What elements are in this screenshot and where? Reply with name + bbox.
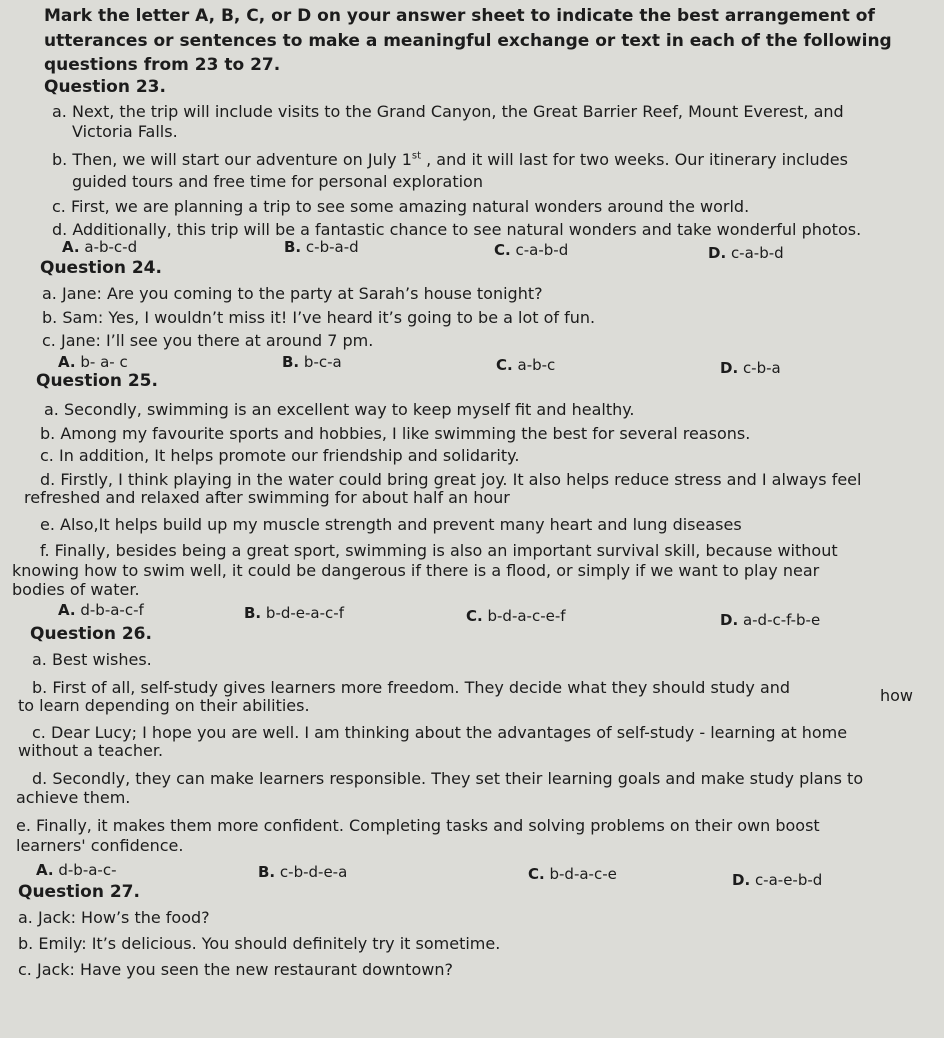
option-label: A.	[62, 238, 80, 256]
q24-option-a[interactable]	[58, 352, 128, 372]
option-value: c-b-a	[742, 359, 781, 377]
option-value: d-b-a-c-f	[80, 601, 144, 619]
q23-item-a: a. Next, the trip will include visits to the Grand Canyon, the Great Barrier Reef, Mount Everest, and	[52, 102, 844, 121]
option-value: a-b-c-d	[84, 238, 138, 256]
option-value: c-b-d-e-a	[279, 863, 348, 881]
q26-option-b[interactable]	[258, 862, 347, 882]
option-label: A.	[58, 353, 76, 371]
q24-item-c: c. Jane: I’ll see you there at around 7 pm.	[42, 331, 374, 350]
q27-item-b: b. Emily: It’s delicious. You should definitely try it sometime.	[18, 934, 501, 953]
option-value: b-d-a-c-e	[549, 865, 617, 883]
question-26-title: Question 26.	[30, 624, 152, 644]
option-value: b- a- c	[80, 353, 128, 371]
q23-item-d: d. Additionally, this trip will be a fantastic chance to see natural wonders and take wonderful photos.	[52, 220, 862, 239]
option-label: B.	[244, 604, 262, 622]
q27-item-a: a. Jack: How’s the food?	[18, 908, 210, 927]
option-label: A.	[58, 601, 76, 619]
q24-item-b: b. Sam: Yes, I wouldn’t miss it! I’ve heard it’s going to be a lot of fun.	[42, 308, 596, 327]
q26-item-e-cont: learners' confidence.	[16, 836, 184, 855]
q23-item-b	[52, 150, 848, 170]
option-label: B.	[258, 863, 276, 881]
q25-option-d[interactable]	[720, 610, 820, 630]
option-value: d-b-a-c-	[58, 861, 117, 879]
q23-item-b-text: b. Then, we will start our adventure on July 1	[52, 150, 412, 169]
q23-item-a-cont: Victoria Falls.	[72, 122, 178, 141]
question-24-title: Question 24.	[40, 258, 162, 278]
q26-item-a: a. Best wishes.	[32, 650, 152, 669]
q23-option-a[interactable]	[62, 237, 137, 257]
instructions-line-1: Mark the letter A, B, C, or D on your answer sheet to indicate the best arrangement of	[44, 6, 875, 26]
q26-item-e: e. Finally, it makes them more confident. Completing tasks and solving problems on their own boost	[16, 816, 820, 835]
q26-item-b-how: how	[880, 686, 914, 705]
option-label: D.	[720, 359, 739, 377]
q24-item-a: a. Jane: Are you coming to the party at Sarah’s house tonight?	[42, 284, 543, 303]
option-value: b-d-a-c-e-f	[487, 607, 566, 625]
q23-option-b[interactable]	[284, 237, 359, 257]
q23-option-c[interactable]	[494, 240, 568, 260]
q26-item-b: b. First of all, self-study gives learners more freedom. They decide what they should study and	[32, 678, 791, 697]
instructions-line-3: questions from 23 to 27.	[44, 55, 281, 75]
q25-option-b[interactable]	[244, 603, 344, 623]
q25-option-a[interactable]	[58, 600, 144, 620]
q24-option-b[interactable]	[282, 352, 342, 372]
option-value: b-d-e-a-c-f	[265, 604, 344, 622]
q23-item-c: c. First, we are planning a trip to see some amazing natural wonders around the world.	[52, 197, 750, 216]
option-value: a-d-c-f-b-e	[742, 611, 821, 629]
q23-item-b-cont: guided tours and free time for personal exploration	[72, 172, 483, 191]
q25-item-d-cont: refreshed and relaxed after swimming for about half an hour	[24, 488, 510, 507]
q26-item-d-cont: achieve them.	[16, 788, 131, 807]
option-label: D.	[708, 244, 727, 262]
q23-item-b-sup: st	[411, 150, 422, 162]
option-label: D.	[732, 871, 751, 889]
q25-item-b: b. Among my favourite sports and hobbies, I like swimming the best for several reasons.	[40, 424, 751, 443]
option-value: c-a-b-d	[515, 241, 569, 259]
q26-item-c-cont: without a teacher.	[18, 741, 164, 760]
q26-item-b-cont: to learn depending on their abilities.	[18, 696, 310, 715]
option-value: b-c-a	[303, 353, 342, 371]
option-label: B.	[282, 353, 300, 371]
q26-option-c[interactable]	[528, 864, 617, 884]
q25-item-c: c. In addition, It helps promote our friendship and solidarity.	[40, 446, 520, 465]
option-value: a-b-c	[517, 356, 556, 374]
question-23-title: Question 23.	[44, 77, 166, 97]
q23-option-d[interactable]	[708, 243, 784, 263]
q25-item-a: a. Secondly, swimming is an excellent way to keep myself fit and healthy.	[44, 400, 635, 419]
q25-option-c[interactable]	[466, 606, 566, 626]
q26-option-a[interactable]	[36, 860, 117, 880]
q25-item-f-cont2: bodies of water.	[12, 580, 140, 599]
question-27-title: Question 27.	[18, 882, 140, 902]
q24-option-d[interactable]	[720, 358, 781, 378]
option-label: C.	[528, 865, 545, 883]
option-label: D.	[720, 611, 739, 629]
option-value: c-b-a-d	[305, 238, 359, 256]
question-25-title: Question 25.	[36, 371, 158, 391]
q27-item-c: c. Jack: Have you seen the new restaurant downtown?	[18, 960, 453, 979]
option-label: C.	[496, 356, 513, 374]
option-value: c-a-e-b-d	[754, 871, 823, 889]
option-label: C.	[466, 607, 483, 625]
option-label: A.	[36, 861, 54, 879]
q24-option-c[interactable]	[496, 355, 555, 375]
q25-item-f: f. Finally, besides being a great sport, swimming is also an important survival skill, because without	[40, 541, 838, 560]
q26-option-d[interactable]	[732, 870, 822, 890]
instructions-line-2: utterances or sentences to make a meaningful exchange or text in each of the following	[44, 31, 892, 51]
q26-item-d: d. Secondly, they can make learners responsible. They set their learning goals and make study plans to	[32, 769, 864, 788]
q23-item-b-tail: , and it will last for two weeks. Our itinerary includes	[421, 150, 848, 169]
q25-item-d: d. Firstly, I think playing in the water could bring great joy. It also helps reduce stress and I always feel	[40, 470, 862, 489]
q25-item-f-cont: knowing how to swim well, it could be dangerous if there is a flood, or simply if we want to play near	[12, 561, 820, 580]
option-value: c-a-b-d	[730, 244, 784, 262]
q25-item-e: e. Also,It helps build up my muscle strength and prevent many heart and lung diseases	[40, 515, 742, 534]
q26-item-c: c. Dear Lucy; I hope you are well. I am thinking about the advantages of self-study - learning at home	[32, 723, 848, 742]
option-label: C.	[494, 241, 511, 259]
option-label: B.	[284, 238, 302, 256]
